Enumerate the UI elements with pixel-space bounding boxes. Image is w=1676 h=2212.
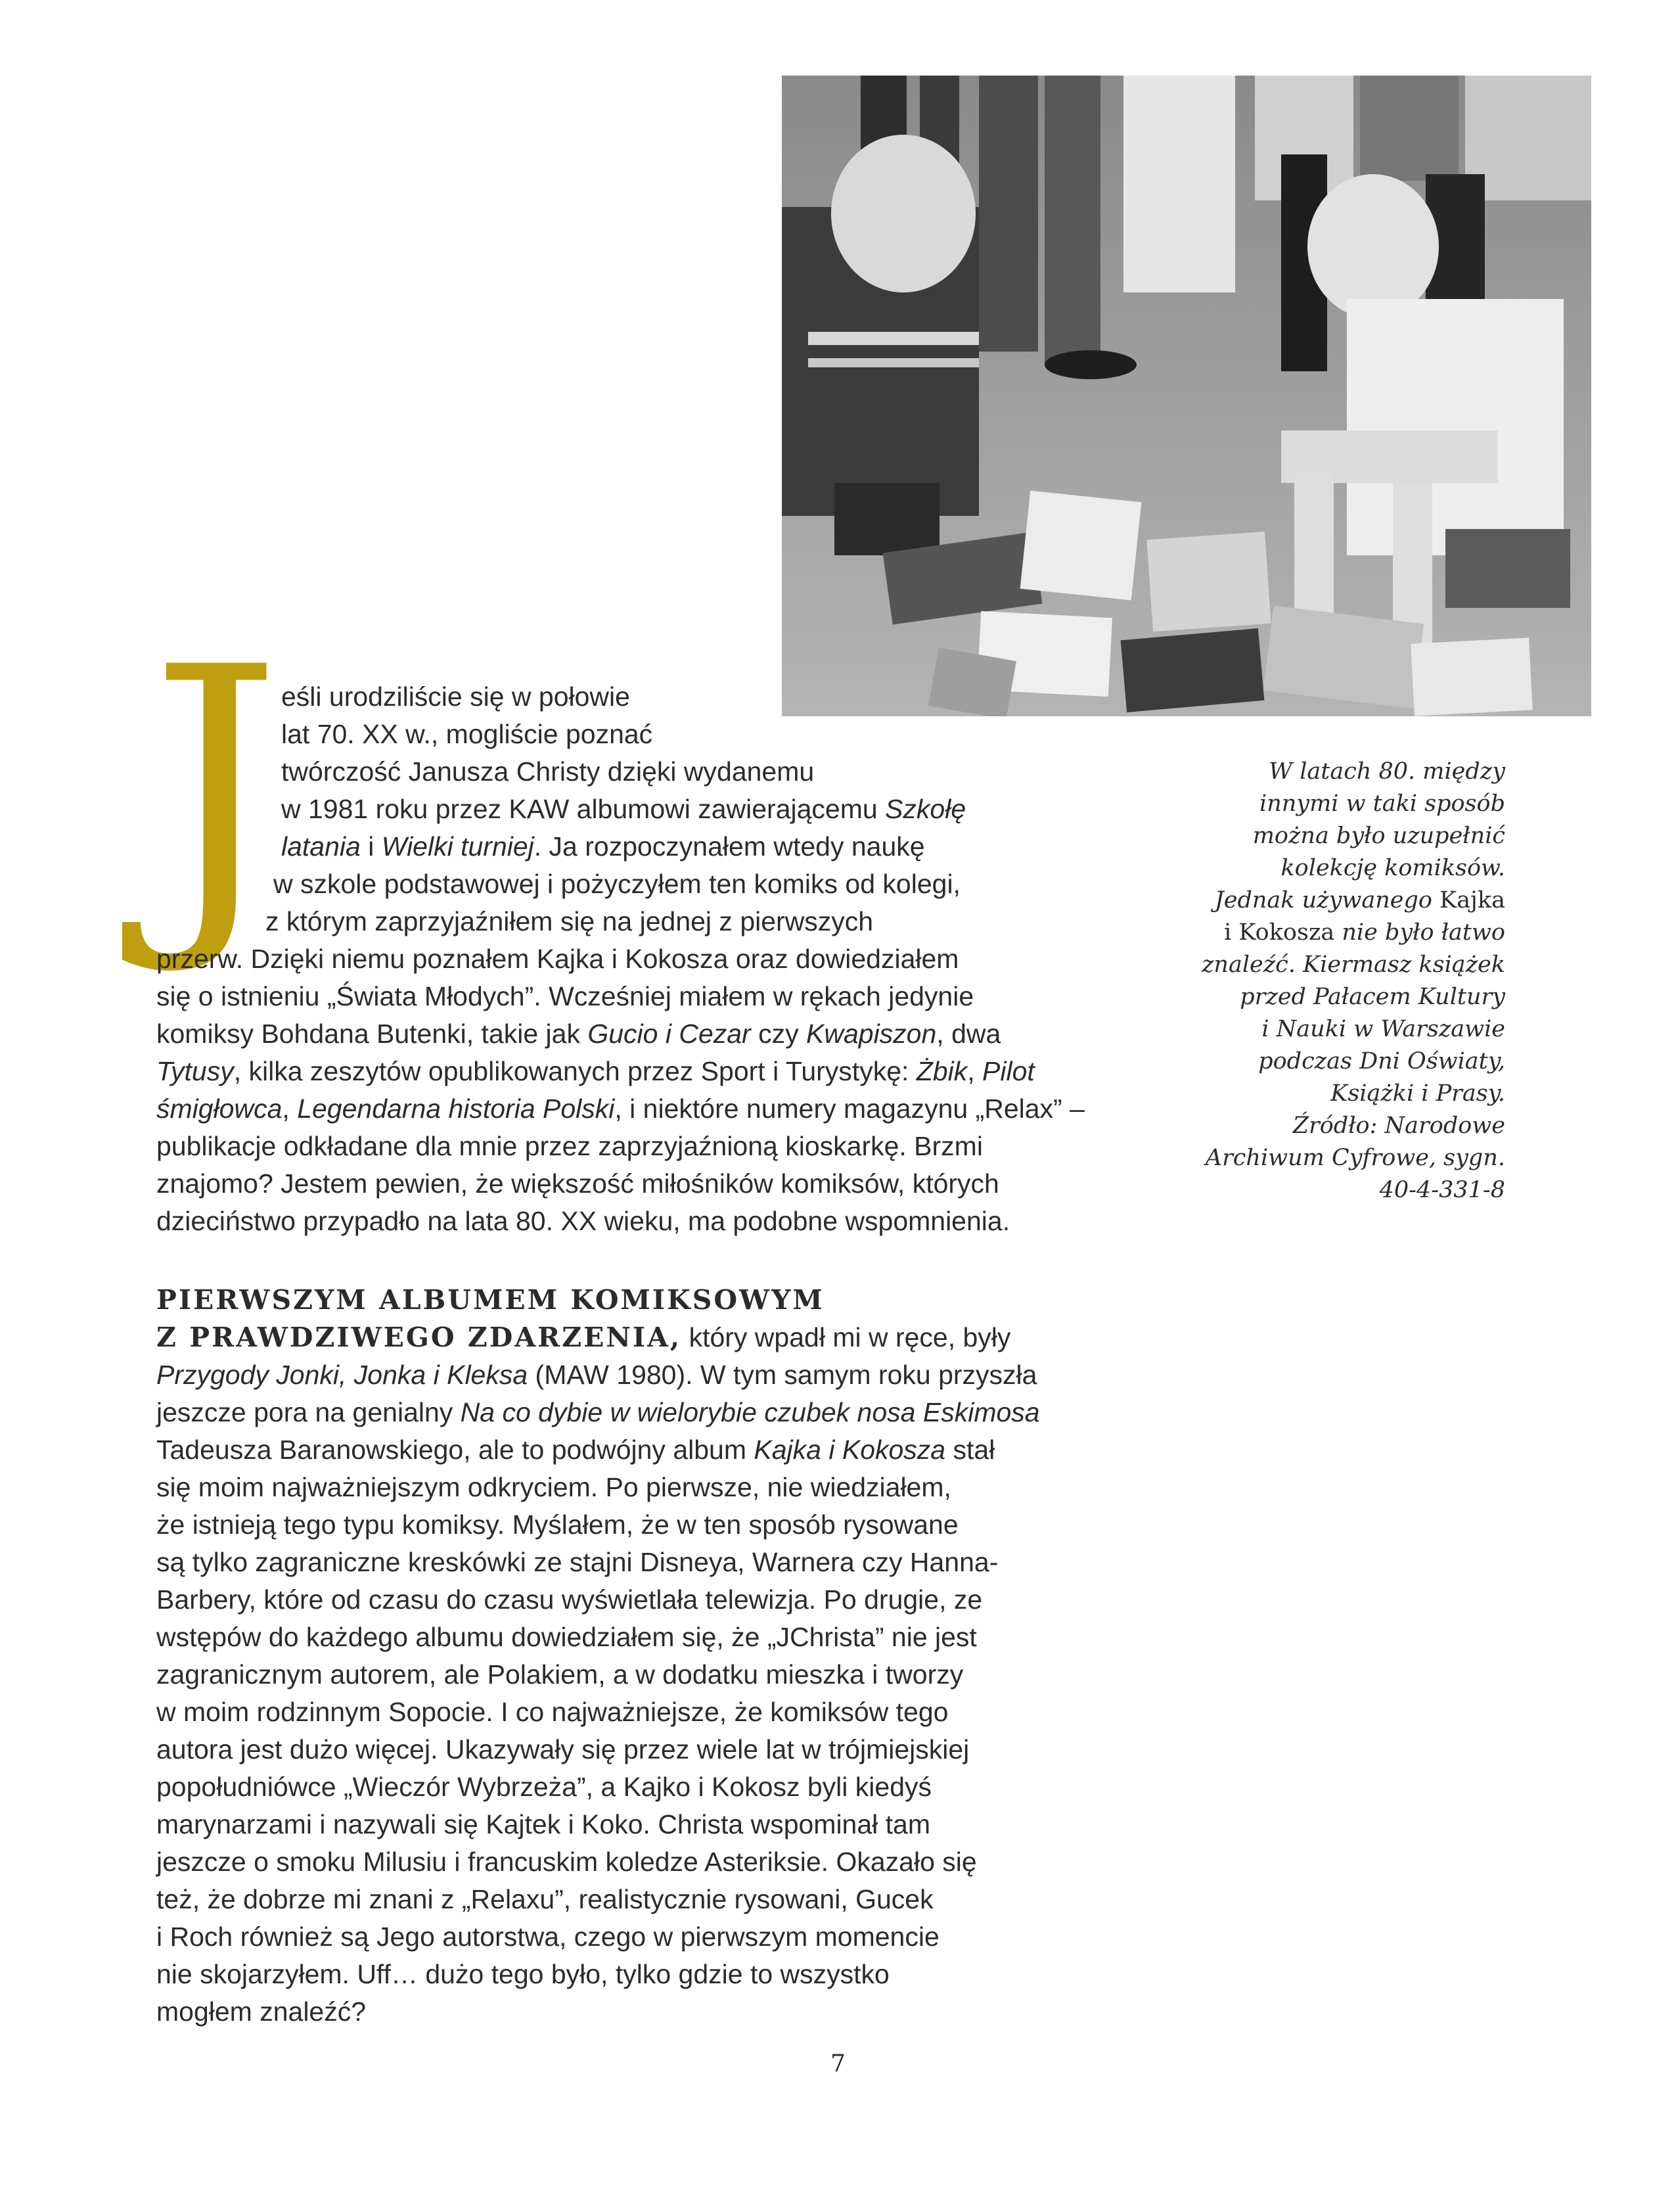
intro-line: śmigłowca, Legendarna historia Polski, i niektóre numery magazynu „Relax” – xyxy=(156,1094,1085,1124)
intro-line: latania i Wielki turniej. Ja rozpoczynałem wtedy naukę xyxy=(281,831,925,862)
intro-line: eśli urodziliście się w połowie xyxy=(281,681,630,712)
intro-line: publikacje odkładane dla mnie przez zaprzyjaźnioną kioskarkę. Brzmi xyxy=(156,1131,983,1161)
caption-line: i Kokosza nie było łatwo xyxy=(1224,919,1505,946)
caption-line: Jednak używanego Kajka xyxy=(1214,887,1505,913)
caption-line: innymi w taki sposób xyxy=(1259,791,1505,817)
intro-line: lat 70. XX w., mogliście poznać xyxy=(281,719,653,749)
body-line: zagranicznym autorem, ale Polakiem, a w dodatku mieszka i tworzy xyxy=(156,1659,964,1690)
drop-cap: J xyxy=(150,597,282,980)
body-line: marynarzami i nazywali się Kajtek i Koko. Christa wspominał tam xyxy=(156,1809,931,1839)
intro-line: komiksy Bohdana Butenki, takie jak Gucio i Cezar czy Kwapiszon, dwa xyxy=(156,1019,1001,1049)
intro-line: przerw. Dzięki niemu poznałem Kajka i Kokosza oraz dowiedziałem xyxy=(156,944,959,974)
intro-line: dzieciństwo przypadło na lata 80. XX wieku, ma podobne wspomnienia. xyxy=(156,1206,1010,1236)
body-line: Barbery, które od czasu do czasu wyświetlała telewizja. Po drugie, ze xyxy=(156,1584,983,1615)
photo-illustration xyxy=(782,76,1591,716)
body-line: autora jest dużo więcej. Ukazywały się przez wiele lat w trójmiejskiej xyxy=(156,1734,970,1764)
intro-line: w szkole podstawowej i pożyczyłem ten komiks od kolegi, xyxy=(273,869,961,899)
caption-line: Książki i Prasy. xyxy=(1330,1080,1505,1107)
caption-line: Źródło: Narodowe xyxy=(1292,1113,1505,1139)
intro-line: z którym zaprzyjaźniłem się na jednej z pierwszych xyxy=(265,906,874,936)
page-number: 7 xyxy=(830,2050,846,2077)
body-line: Tadeusza Baranowskiego, ale to podwójny album Kajka i Kokosza stał xyxy=(156,1435,995,1465)
intro-line: się o istnieniu „Świata Młodych”. Wcześniej miałem w rękach jedynie xyxy=(156,981,974,1011)
caption-line: 40-4-331-8 xyxy=(1379,1177,1505,1203)
body-line: nie skojarzyłem. Uff… dużo tego było, tylko gdzie to wszystko xyxy=(156,1959,890,1989)
body-line: i Roch również są Jego autorstwa, czego w pierwszym momencie xyxy=(156,1922,940,1952)
section-heading: Z PRAWDZIWEGO ZDARZENIA, który wpadł mi w ręce, były xyxy=(156,1322,1011,1353)
caption-line: Archiwum Cyfrowe, sygn. xyxy=(1205,1145,1505,1171)
caption-line: można było uzupełnić xyxy=(1252,823,1505,849)
body-line: w moim rodzinnym Sopocie. I co najważniejsze, że komiksów tego xyxy=(156,1697,949,1727)
body-line: jeszcze pora na genialny Na co dybie w wielorybie czubek nosa Eskimosa xyxy=(156,1397,1040,1427)
body-line: Przygody Jonki, Jonka i Kleksa (MAW 1980). W tym samym roku przyszła xyxy=(156,1360,1037,1390)
caption-line: przed Pałacem Kultury xyxy=(1240,984,1505,1010)
body-line: są tylko zagraniczne kreskówki ze stajni Disneya, Warnera czy Hanna- xyxy=(156,1547,999,1577)
body-line: się moim najważniejszym odkryciem. Po pierwsze, nie wiedziałem, xyxy=(156,1472,951,1502)
caption-line: kolekcję komiksów. xyxy=(1280,855,1505,881)
body-line: jeszcze o smoku Milusiu i francuskim koledze Asteriksie. Okazało się xyxy=(156,1847,977,1877)
intro-line: znajomo? Jestem pewien, że większość miłośników komiksów, których xyxy=(156,1168,999,1199)
caption-line: i Nauki w Warszawie xyxy=(1261,1016,1505,1042)
intro-line: Tytusy, kilka zeszytów opublikowanych przez Sport i Turystykę: Żbik, Pilot xyxy=(156,1056,1035,1086)
section-heading: PIERWSZYM ALBUMEM KOMIKSOWYM xyxy=(156,1284,825,1316)
body-line: też, że dobrze mi znani z „Relaxu”, realistycznie rysowani, Gucek xyxy=(156,1884,934,1914)
caption-line: podczas Dni Oświaty, xyxy=(1258,1048,1505,1074)
body-line: popołudniówce „Wieczór Wybrzeża”, a Kajko i Kokosz byli kiedyś xyxy=(156,1772,932,1802)
book-fair-photo xyxy=(782,76,1591,716)
caption-line: znaleźć. Kiermasz książek xyxy=(1201,952,1505,978)
body-line: wstępów do każdego albumu dowiedziałem się, że „JChrista” nie jest xyxy=(156,1622,977,1652)
body-line: że istnieją tego typu komiksy. Myślałem, że w ten sposób rysowane xyxy=(156,1509,959,1540)
intro-line: w 1981 roku przez KAW albumowi zawierającemu Szkołę xyxy=(281,794,966,824)
intro-line: twórczość Janusza Christy dzięki wydanemu xyxy=(281,756,815,787)
body-line: mogłem znaleźć? xyxy=(156,1996,367,2027)
caption-line: W latach 80. między xyxy=(1269,758,1505,785)
